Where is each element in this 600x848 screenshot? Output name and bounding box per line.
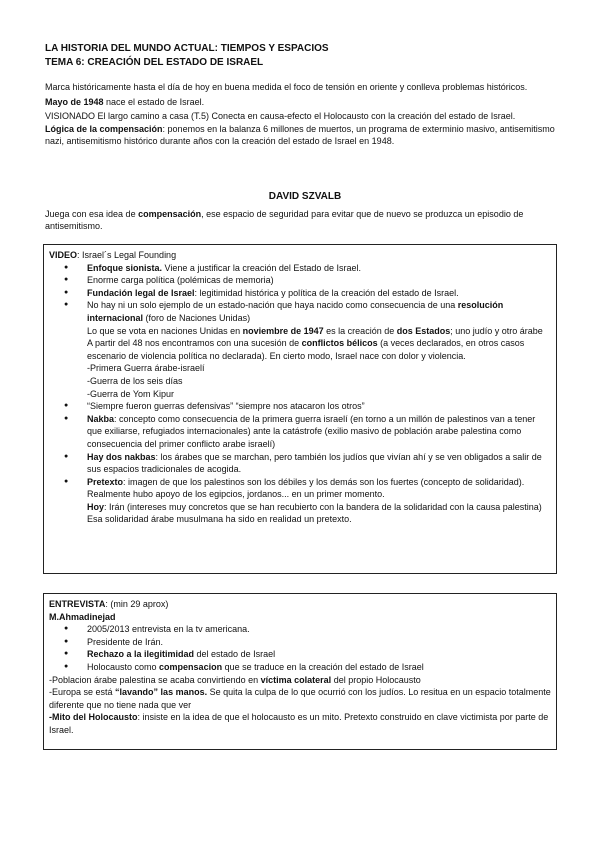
para-text: ; uno judío y otro árabe (450, 325, 543, 336)
video-conflicts (49, 337, 551, 362)
video-today (49, 501, 551, 514)
list-item: ● Enorme carga política (polémicas de memoria) (49, 274, 551, 287)
header (45, 42, 565, 70)
author-text-bold: compensación (138, 208, 202, 219)
video-un-vote (49, 325, 551, 338)
interview-label: ENTREVISTA (49, 599, 106, 609)
intro (45, 81, 565, 148)
para-bold: víctima colateral (260, 674, 332, 685)
para-text: Lo que se vota en naciones Unidas en (87, 325, 243, 336)
bullet-bold: Hay dos nakbas (87, 451, 156, 462)
list-item (49, 413, 551, 451)
para-text: A partir del 48 nos encontramos con una sucesión de (87, 338, 302, 349)
bullet-bold: Rechazo a la ilegitimidad (87, 649, 195, 660)
interview-list (49, 623, 551, 673)
para-text: es la creación de (323, 325, 397, 336)
interview-box (43, 593, 557, 750)
para-bold: Hoy (87, 501, 105, 512)
intro-paragraph-3: VISIONADO El largo camino a casa (T.5) Conecta en causa-efecto el Holocausto con la creación del estado de Israel. (45, 111, 516, 122)
bullet-text: (foro de Naciones Unidas) (143, 312, 251, 323)
intro-logic-term: Lógica de la compensación (45, 123, 163, 134)
bullet-bold: Fundación legal de Israel (87, 287, 195, 298)
intro-logic-text: : ponemos en la balanza 6 millones de muertos, un programa de exterminio masivo, antisemitismo nazi, antisemitismo histórico durante años con la creación del estado de Israel en 1948. (45, 123, 555, 147)
author-text-start: Juega con esa idea de (45, 208, 139, 219)
interview-heading (49, 598, 551, 611)
list-item: ● 2005/2013 entrevista en la tv americana. (49, 623, 551, 636)
video-title: : Israel´s Legal Founding (77, 250, 177, 260)
war-item: -Guerra de Yom Kipur (87, 388, 175, 399)
bullet-text: Holocausto como (87, 661, 160, 672)
para-text: (a veces declarados, en otros casos escenario de violencia política no declarada). En cierto modo, Israel nace con dolor y violencia. (87, 338, 525, 361)
bullet-bold: compensacion (159, 661, 223, 672)
bullet-text: : legitimidad histórica y política de la creación del estado de Israel. (194, 287, 459, 298)
bullet-bold: Nakba (87, 413, 115, 424)
para-text: del propio Holocausto (331, 674, 421, 685)
interviewee-name-text: M.Ahmadinejad (49, 611, 116, 622)
list-item (49, 661, 551, 674)
course-title: LA HISTORIA DEL MUNDO ACTUAL: TIEMPOS Y ESPACIOS (45, 43, 329, 54)
video-label: VIDEO (49, 250, 78, 260)
para-text: -Europa se está (49, 687, 116, 698)
video-heading (49, 249, 551, 262)
video-list (49, 262, 551, 325)
list-item: ● “Siempre fueron guerras defensivas” “siempre nos atacaron los otros” (49, 400, 551, 413)
list-item (49, 287, 551, 300)
interview-line-2 (49, 686, 551, 711)
bullet-text: : los árabes que se marchan, pero también los judíos que vivían ahí y se ven obligados a salir de sus espacios tradicionales de acogida. (87, 451, 542, 475)
bullet-bold: resolución internacional (87, 300, 504, 323)
bullet-text: que se traduce en la creación del estado de Israel (222, 661, 424, 672)
video-solidarity: Esa solidaridad árabe musulmana ha sido en realidad un pretexto. (87, 514, 352, 525)
war-item: -Guerra de los seis días (87, 375, 183, 386)
bullet-text: Viene a justificar la creación del Estado de Israel. (162, 262, 361, 273)
bullet-text: : imagen de que los palestinos son los débiles y los demás son los fuertes (concepto de solidaridad). Realmente hubo apoyo de los egipcios, jordanos... en un primer momento. (87, 476, 525, 500)
list-item (49, 451, 551, 476)
interview-line-1 (49, 674, 551, 687)
para-text: : Irán (intereses muy concretos que se han recubierto con la bandera de la solidaridad con la causa palestina) (104, 501, 542, 512)
intro-date-text: nace el estado de Israel. (103, 96, 205, 107)
bullet-text: del estado de Israel (194, 649, 276, 660)
para-bold: “lavando” las manos. (115, 687, 208, 698)
bullet-text: : concepto como consecuencia de la primera guerra israelí (en torno a un millón de palestinos van a tener que exiliarse, refugiados internacionales) ante la catástrofe (exilio masivo de población arabe palestina como consecuencia del primer conflicto arabe israelí) (87, 413, 536, 449)
author-name: DAVID SZVALB (268, 191, 342, 202)
author-paragraph (45, 208, 565, 233)
interview-line-3 (49, 711, 551, 736)
para-bold: -Mito del Holocausto (49, 712, 138, 723)
list-item (49, 262, 551, 275)
video-list-2 (49, 400, 551, 501)
list-item: ● Presidente de Irán. (49, 636, 551, 649)
list-item (49, 476, 551, 501)
war-item: -Primera Guerra árabe-israelí (87, 363, 205, 374)
para-text: Se quita la culpa de lo que ocurrió con los judíos. Lo resitua en un espacio totalmente diferente que no tiene nada que ver (49, 687, 551, 710)
author-text-end: , ese espacio de seguridad para evitar que de nuevo se produzca un episodio de antisemitismo. (45, 208, 524, 232)
interview-title: : (min 29 aprox) (105, 599, 169, 609)
list-item (49, 648, 551, 661)
para-bold: noviembre de 1947 (242, 325, 324, 336)
para-bold: dos Estados (396, 325, 451, 336)
bullet-bold: Enfoque sionista. (87, 262, 163, 273)
video-box (43, 244, 557, 574)
para-bold: conflictos bélicos (301, 338, 378, 349)
interviewee-name (49, 611, 551, 624)
author-section (45, 191, 565, 233)
para-text: : insiste en la idea de que el holocausto es un mito. Pretexto construido en clave victimista por parte de Israel. (49, 712, 549, 735)
intro-date: Mayo de 1948 (45, 96, 104, 107)
bullet-bold: Pretexto (87, 476, 124, 487)
para-text: -Poblacion árabe palestina se acaba convirtiendo en (49, 674, 261, 685)
intro-paragraph-2 (45, 96, 565, 109)
list-item (49, 299, 551, 324)
intro-paragraph-1: Marca históricamente hasta el día de hoy en buena medida el foco de tensión en oriente y conlleva problemas históricos. (45, 82, 528, 92)
intro-paragraph-4 (45, 123, 565, 148)
bullet-text: No hay ni un solo ejemplo de un estado-nación que haya nacido como consecuencia de una (87, 300, 458, 311)
topic-title: TEMA 6: CREACIÓN DEL ESTADO DE ISRAEL (45, 57, 264, 68)
